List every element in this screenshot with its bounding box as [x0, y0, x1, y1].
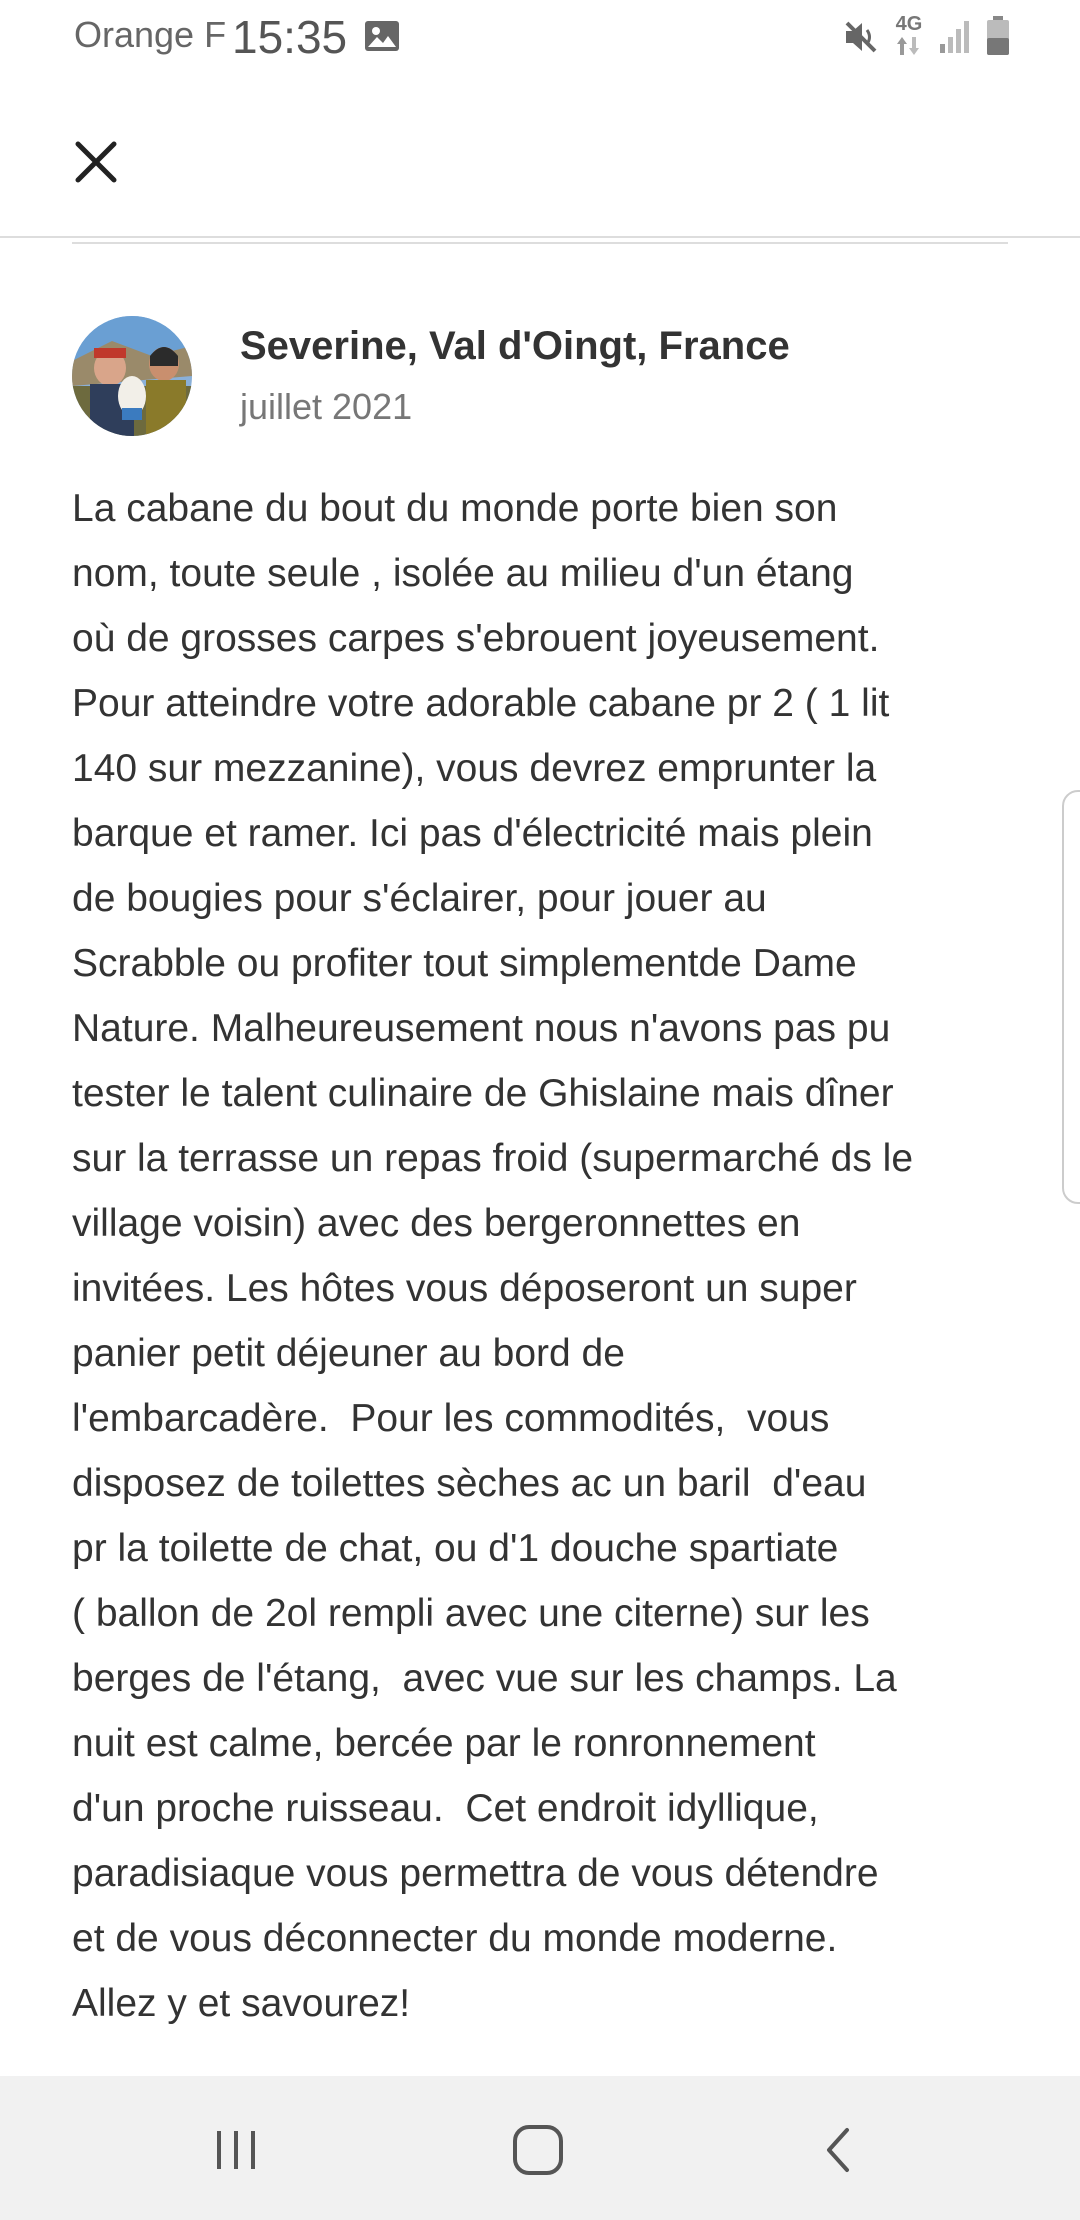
mute-icon	[842, 18, 880, 56]
navigation-bar	[0, 2076, 1080, 2220]
clock: 15:35	[232, 11, 348, 63]
recents-button[interactable]	[186, 2100, 286, 2200]
gallery-icon	[364, 20, 400, 52]
back-button[interactable]	[790, 2100, 890, 2200]
close-button[interactable]	[56, 122, 136, 202]
recents-icon	[211, 2125, 261, 2175]
review-text: La cabane du bout du monde porte bien son nom, toute seule , isolée au milieu d'un étang où de grosses carpes s'ebrouent joyeusement. Pour atteindre votre adorable cabane pr 2 ( 1 lit 140 sur mezzanine), vous devrez emprunter la barque et ramer. Ici pas d'électricité mais plein de bougies pour s'éclairer, pour jouer au Scrabble ou profiter tout simplementde Dame Nature. Malheureusement nous n'avons pas pu tester le talent culinaire de Ghislaine mais dîner sur la terrasse un repas froid (supermarché ds le village voisin) avec des bergeronnettes en invitées. Les hôtes vous déposeront un super panier petit déjeuner au bord de l'embarcadère. Pour les commodités, vous disposez de toilettes sèches ac un baril d'eau pr la toilette de chat, ou d'1 douche spartiate ( ballon de 2ol rempli avec une citerne) sur les berges de l'étang, avec vue sur les champs. La nuit est calme, bercée par le ronronnement d'un proche ruisseau. Cet endroit idyllique, paradisiaque vous permettra de vous détendre et de vous déconnecter du monde moderne. Allez y et savourez!	[72, 487, 914, 2025]
avatar-photo	[72, 316, 192, 436]
close-icon	[74, 140, 118, 184]
reviewer-name: Severine, Val d'Oingt, France	[240, 324, 790, 368]
review-date: juillet 2021	[240, 386, 413, 427]
avatar[interactable]	[72, 316, 192, 436]
battery-icon	[986, 16, 1010, 56]
header	[0, 80, 1080, 238]
network-type-label: 4G	[895, 13, 923, 35]
carrier-label: Orange F	[74, 14, 227, 55]
home-button[interactable]	[488, 2100, 588, 2200]
signal-icon	[938, 18, 972, 54]
divider	[72, 242, 1008, 244]
home-icon	[510, 2122, 566, 2178]
status-bar	[0, 0, 1080, 80]
scroll-handle[interactable]	[1062, 790, 1080, 1204]
data-arrows-icon	[895, 36, 921, 56]
back-icon	[815, 2125, 865, 2175]
